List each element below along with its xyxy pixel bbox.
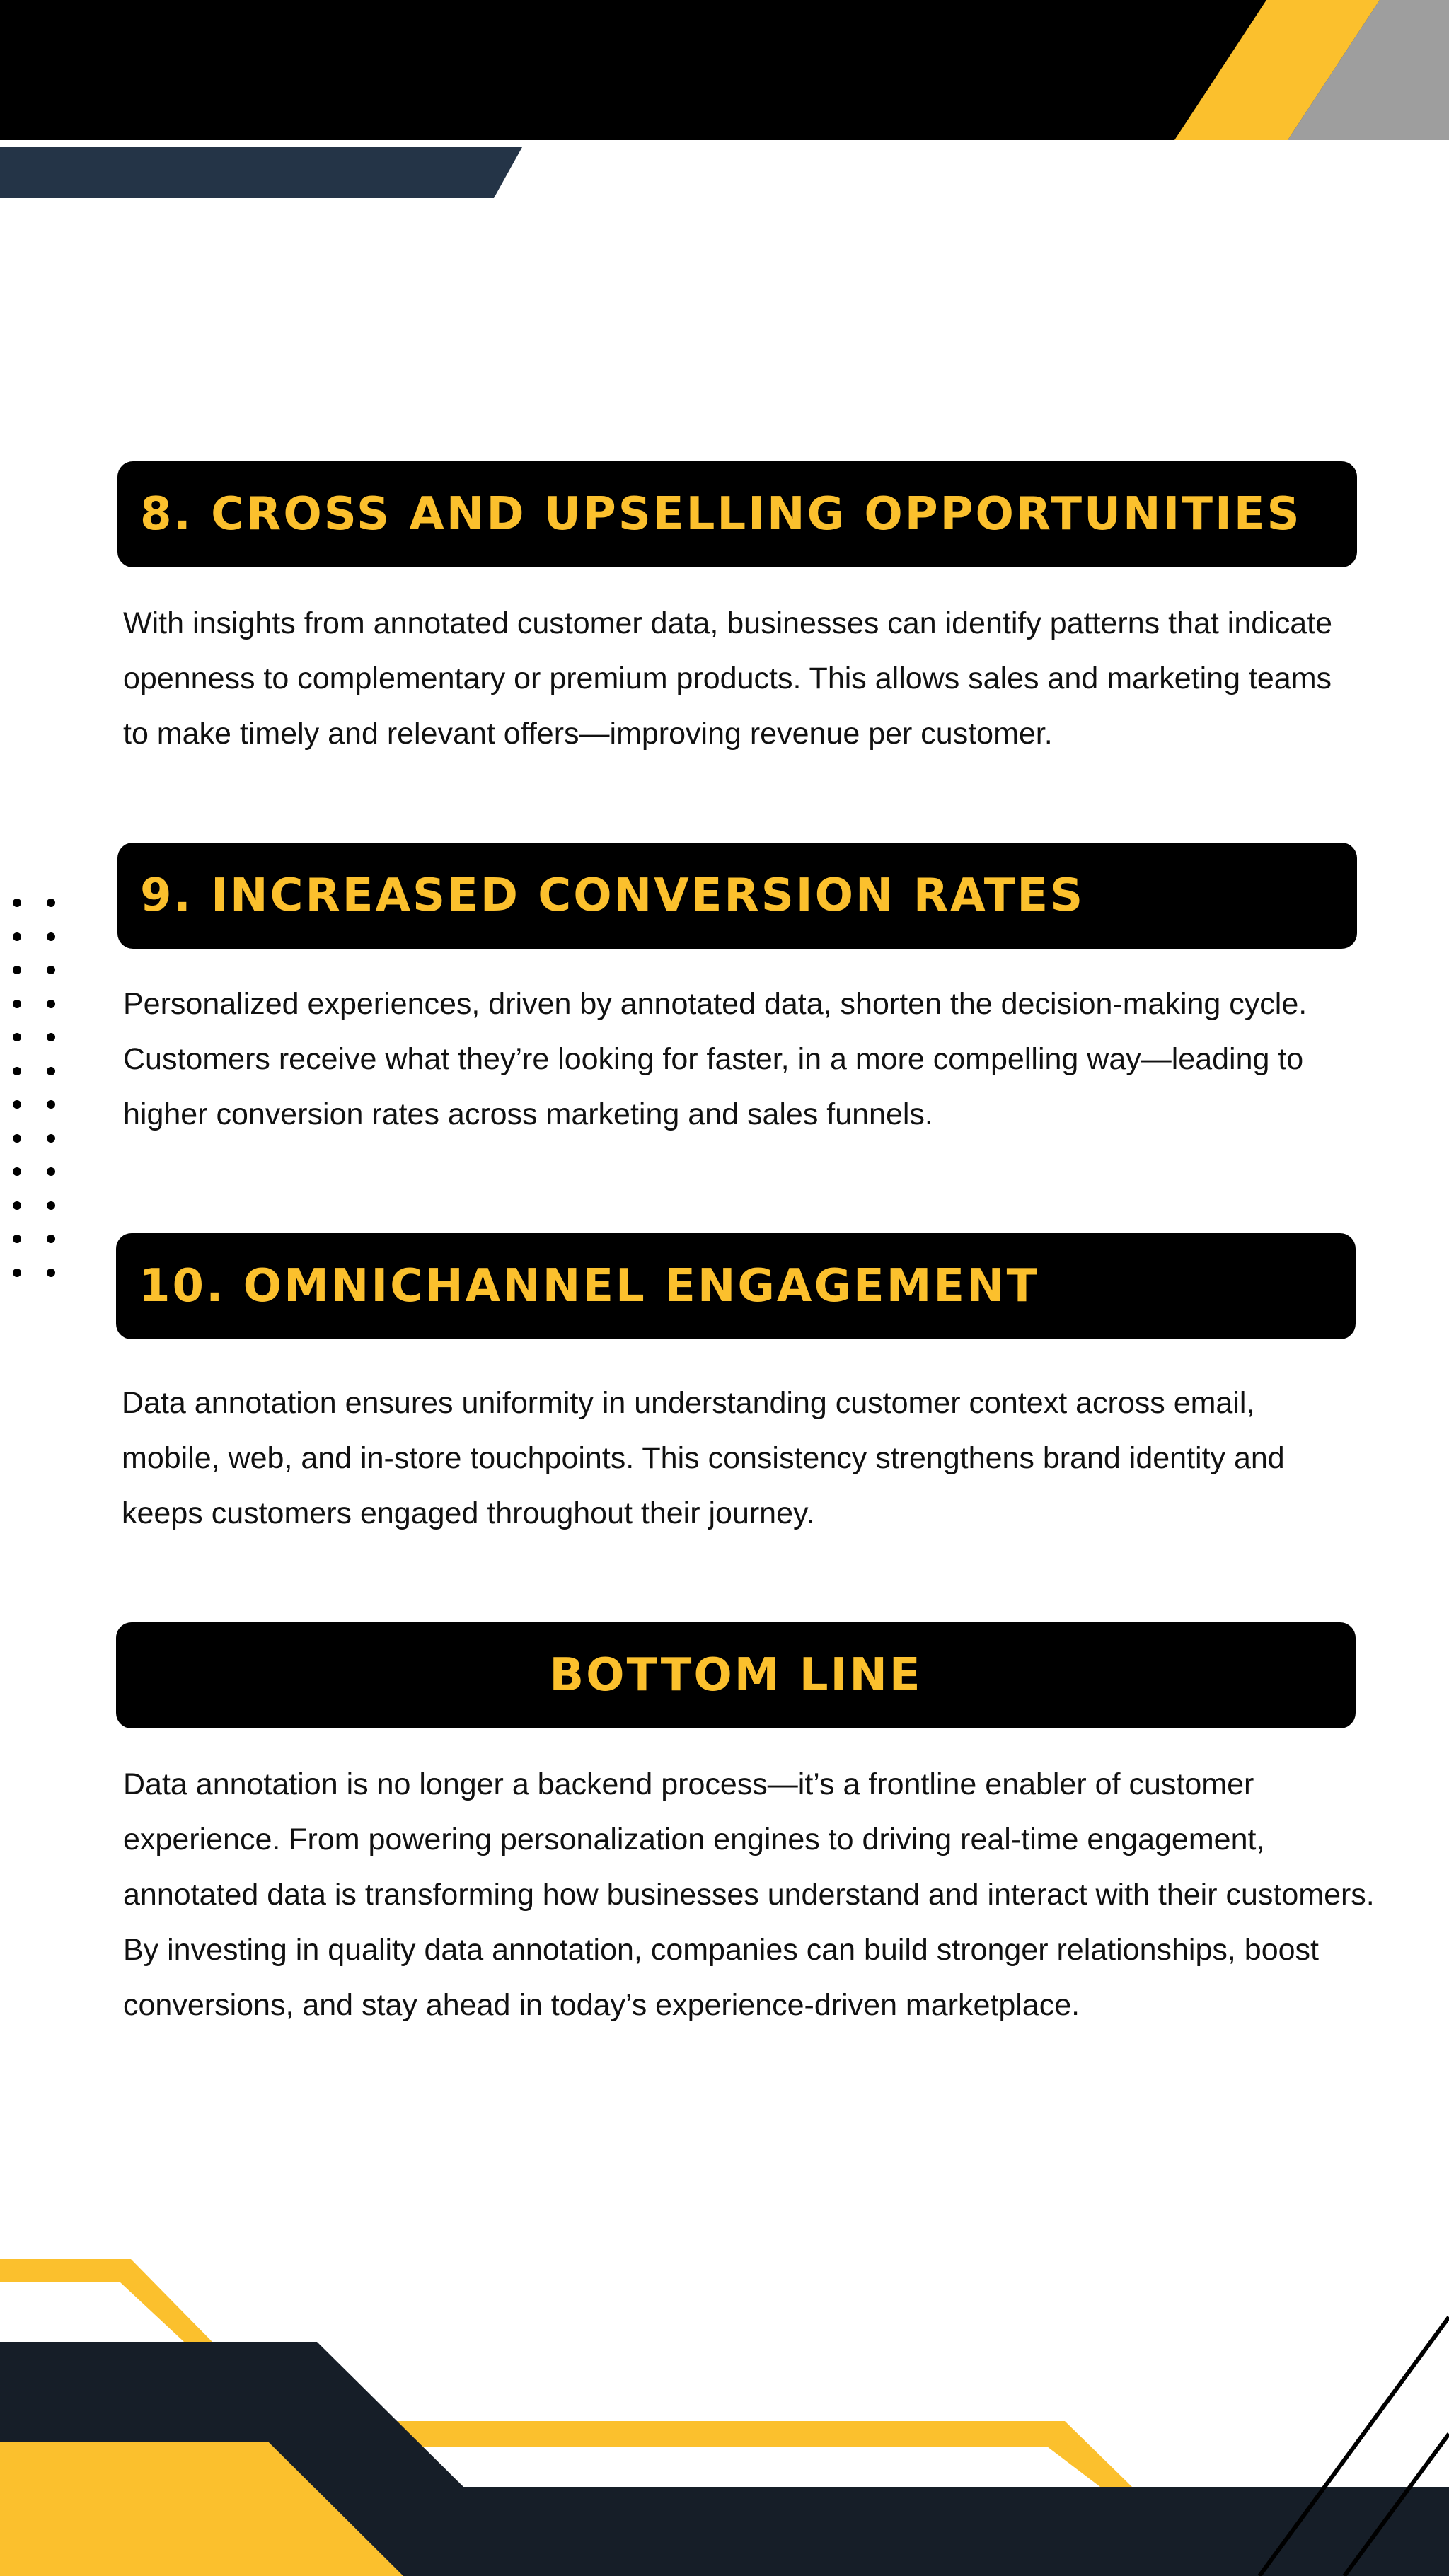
decorative-dot (13, 1033, 21, 1041)
footer-diagonal-line (1344, 2434, 1449, 2576)
section-heading-bar (117, 461, 1357, 567)
bottom-line-body: Data annotation is no longer a backend process—it’s a frontline enabler of customer experience. From powering personalization engines to driving real-time engagement, annotated data is transforming how businesses understand and interact with their customers. By investing in quality data annotation, companies can build stronger relationships, boost conversions, and stay ahead in today’s experience-driven marketplace. (123, 1767, 1375, 2022)
decorative-dot (13, 1134, 21, 1143)
decorative-dot (47, 1269, 55, 1277)
section-body: Personalized experiences, driven by annotated data, shorten the decision-making cycle. Customers receive what they’re looking for faster, in a more compelling way—leading to higher conversion rates across marketing and sales funnels. (123, 987, 1307, 1131)
footer-diagonal-line (1259, 2317, 1449, 2576)
footer-yellow-mid-stripe (382, 2421, 1132, 2487)
decorative-dot (47, 1033, 55, 1041)
decorative-dot (47, 1100, 55, 1109)
decorative-dot (47, 1134, 55, 1143)
decorative-dot (47, 1167, 55, 1176)
footer-navy-base-band (269, 2442, 1449, 2576)
decorative-dot (13, 1067, 21, 1075)
decorative-dot (47, 932, 55, 941)
section-heading-bar (116, 1233, 1356, 1339)
decorative-dot (13, 1235, 21, 1243)
decorative-dot (13, 1201, 21, 1210)
section-heading: 9. INCREASED CONVERSION RATES (140, 870, 1085, 922)
footer-yellow-corner-stripe (0, 2259, 212, 2342)
decorative-dot (13, 1167, 21, 1176)
decorative-dot (47, 966, 55, 974)
bottom-line-heading-bar (116, 1622, 1356, 1728)
section-heading: 10. OMNICHANNEL ENGAGEMENT (139, 1260, 1040, 1312)
decorative-dot (13, 1269, 21, 1277)
decorative-dot (47, 1235, 55, 1243)
section-body: With insights from annotated customer data, businesses can identify patterns that indicate openness to complementary or premium products. This allows sales and marketing teams to make timely and relevant offers—improving revenue per customer. (123, 606, 1332, 751)
decorative-dot (13, 1100, 21, 1109)
bottom-line-heading: BOTTOM LINE (549, 1649, 923, 1702)
decorative-dot (13, 966, 21, 974)
header-decoration (0, 0, 1449, 205)
footer-navy-left-block (0, 2342, 463, 2487)
decorative-dot (13, 1000, 21, 1008)
decorative-dot (47, 899, 55, 907)
section-heading-bar (117, 843, 1357, 949)
decorative-dot (47, 1000, 55, 1008)
decorative-dot (47, 1201, 55, 1210)
section-body: Data annotation ensures uniformity in understanding customer context across email, mobile, web, and in-store touchpoints. This consistency strengthens brand identity and keeps customers engaged throughout their journey. (122, 1386, 1285, 1530)
header-navy-bar (0, 147, 522, 198)
decorative-dot (13, 899, 21, 907)
footer-yellow-bottom-block (0, 2442, 403, 2576)
decorative-dot (13, 932, 21, 941)
section-heading: 8. CROSS AND UPSELLING OPPORTUNITIES (140, 488, 1302, 541)
decorative-dot (47, 1067, 55, 1075)
